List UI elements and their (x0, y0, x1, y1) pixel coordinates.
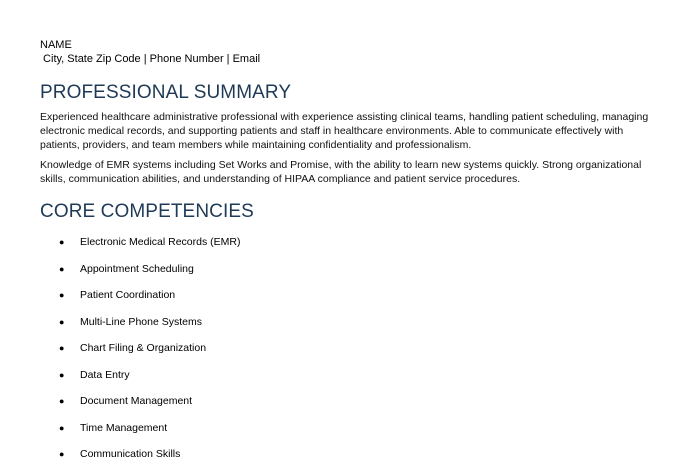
list-item (0, 448, 680, 475)
summary-paragraph-2: Knowledge of EMR systems including Set Works and Promise, with the ability to learn new systems quickly. Strong organizational skills, communication abilities, and understanding of HIPAA compliance and patient service procedures. (40, 159, 642, 185)
bullet-icon: ● (59, 396, 65, 406)
list-item (0, 236, 680, 263)
bullet-icon: ● (59, 237, 65, 247)
list-item (0, 316, 680, 343)
list-item (0, 422, 680, 449)
bullet-icon: ● (59, 316, 65, 327)
list-item (0, 263, 680, 290)
contact-line: City, State Zip Code | Phone Number | Email (40, 53, 261, 65)
list-item (0, 289, 680, 316)
bullet-icon: ● (59, 343, 65, 353)
competency-label: Multi-Line Phone Systems (80, 315, 202, 328)
competency-label: Patient Coordination (80, 289, 176, 301)
competency-label: Data Entry (80, 368, 130, 381)
bullet-icon: ● (59, 449, 65, 459)
professional-summary-heading: PROFESSIONAL SUMMARY (40, 82, 292, 103)
list-item (0, 369, 680, 396)
competency-label: Chart Filing & Organization (80, 342, 207, 354)
bullet-icon: ● (59, 369, 65, 380)
competency-label: Appointment Scheduling (80, 262, 194, 275)
list-item (0, 342, 680, 369)
competency-label: Document Management (80, 395, 193, 407)
bullet-icon: ● (59, 263, 65, 274)
competencies-list (0, 236, 680, 475)
competency-label: Communication Skills (80, 448, 181, 460)
candidate-name: NAME (40, 39, 72, 51)
competency-label: Electronic Medical Records (EMR) (80, 236, 241, 248)
bullet-icon: ● (59, 422, 65, 433)
core-competencies-heading: CORE COMPETENCIES (40, 201, 254, 222)
summary-paragraph-1: Experienced healthcare administrative professional with experience assisting clinical teams, handling patient scheduling, managing electronic medical records, and supporting patients and staff in healthcare environments. Able to communicate effectively with patients, providers, and team members while maintaining confidentiality and professionalism. (40, 111, 649, 151)
competency-label: Time Management (80, 421, 168, 434)
bullet-icon: ● (59, 290, 65, 300)
list-item (0, 395, 680, 422)
